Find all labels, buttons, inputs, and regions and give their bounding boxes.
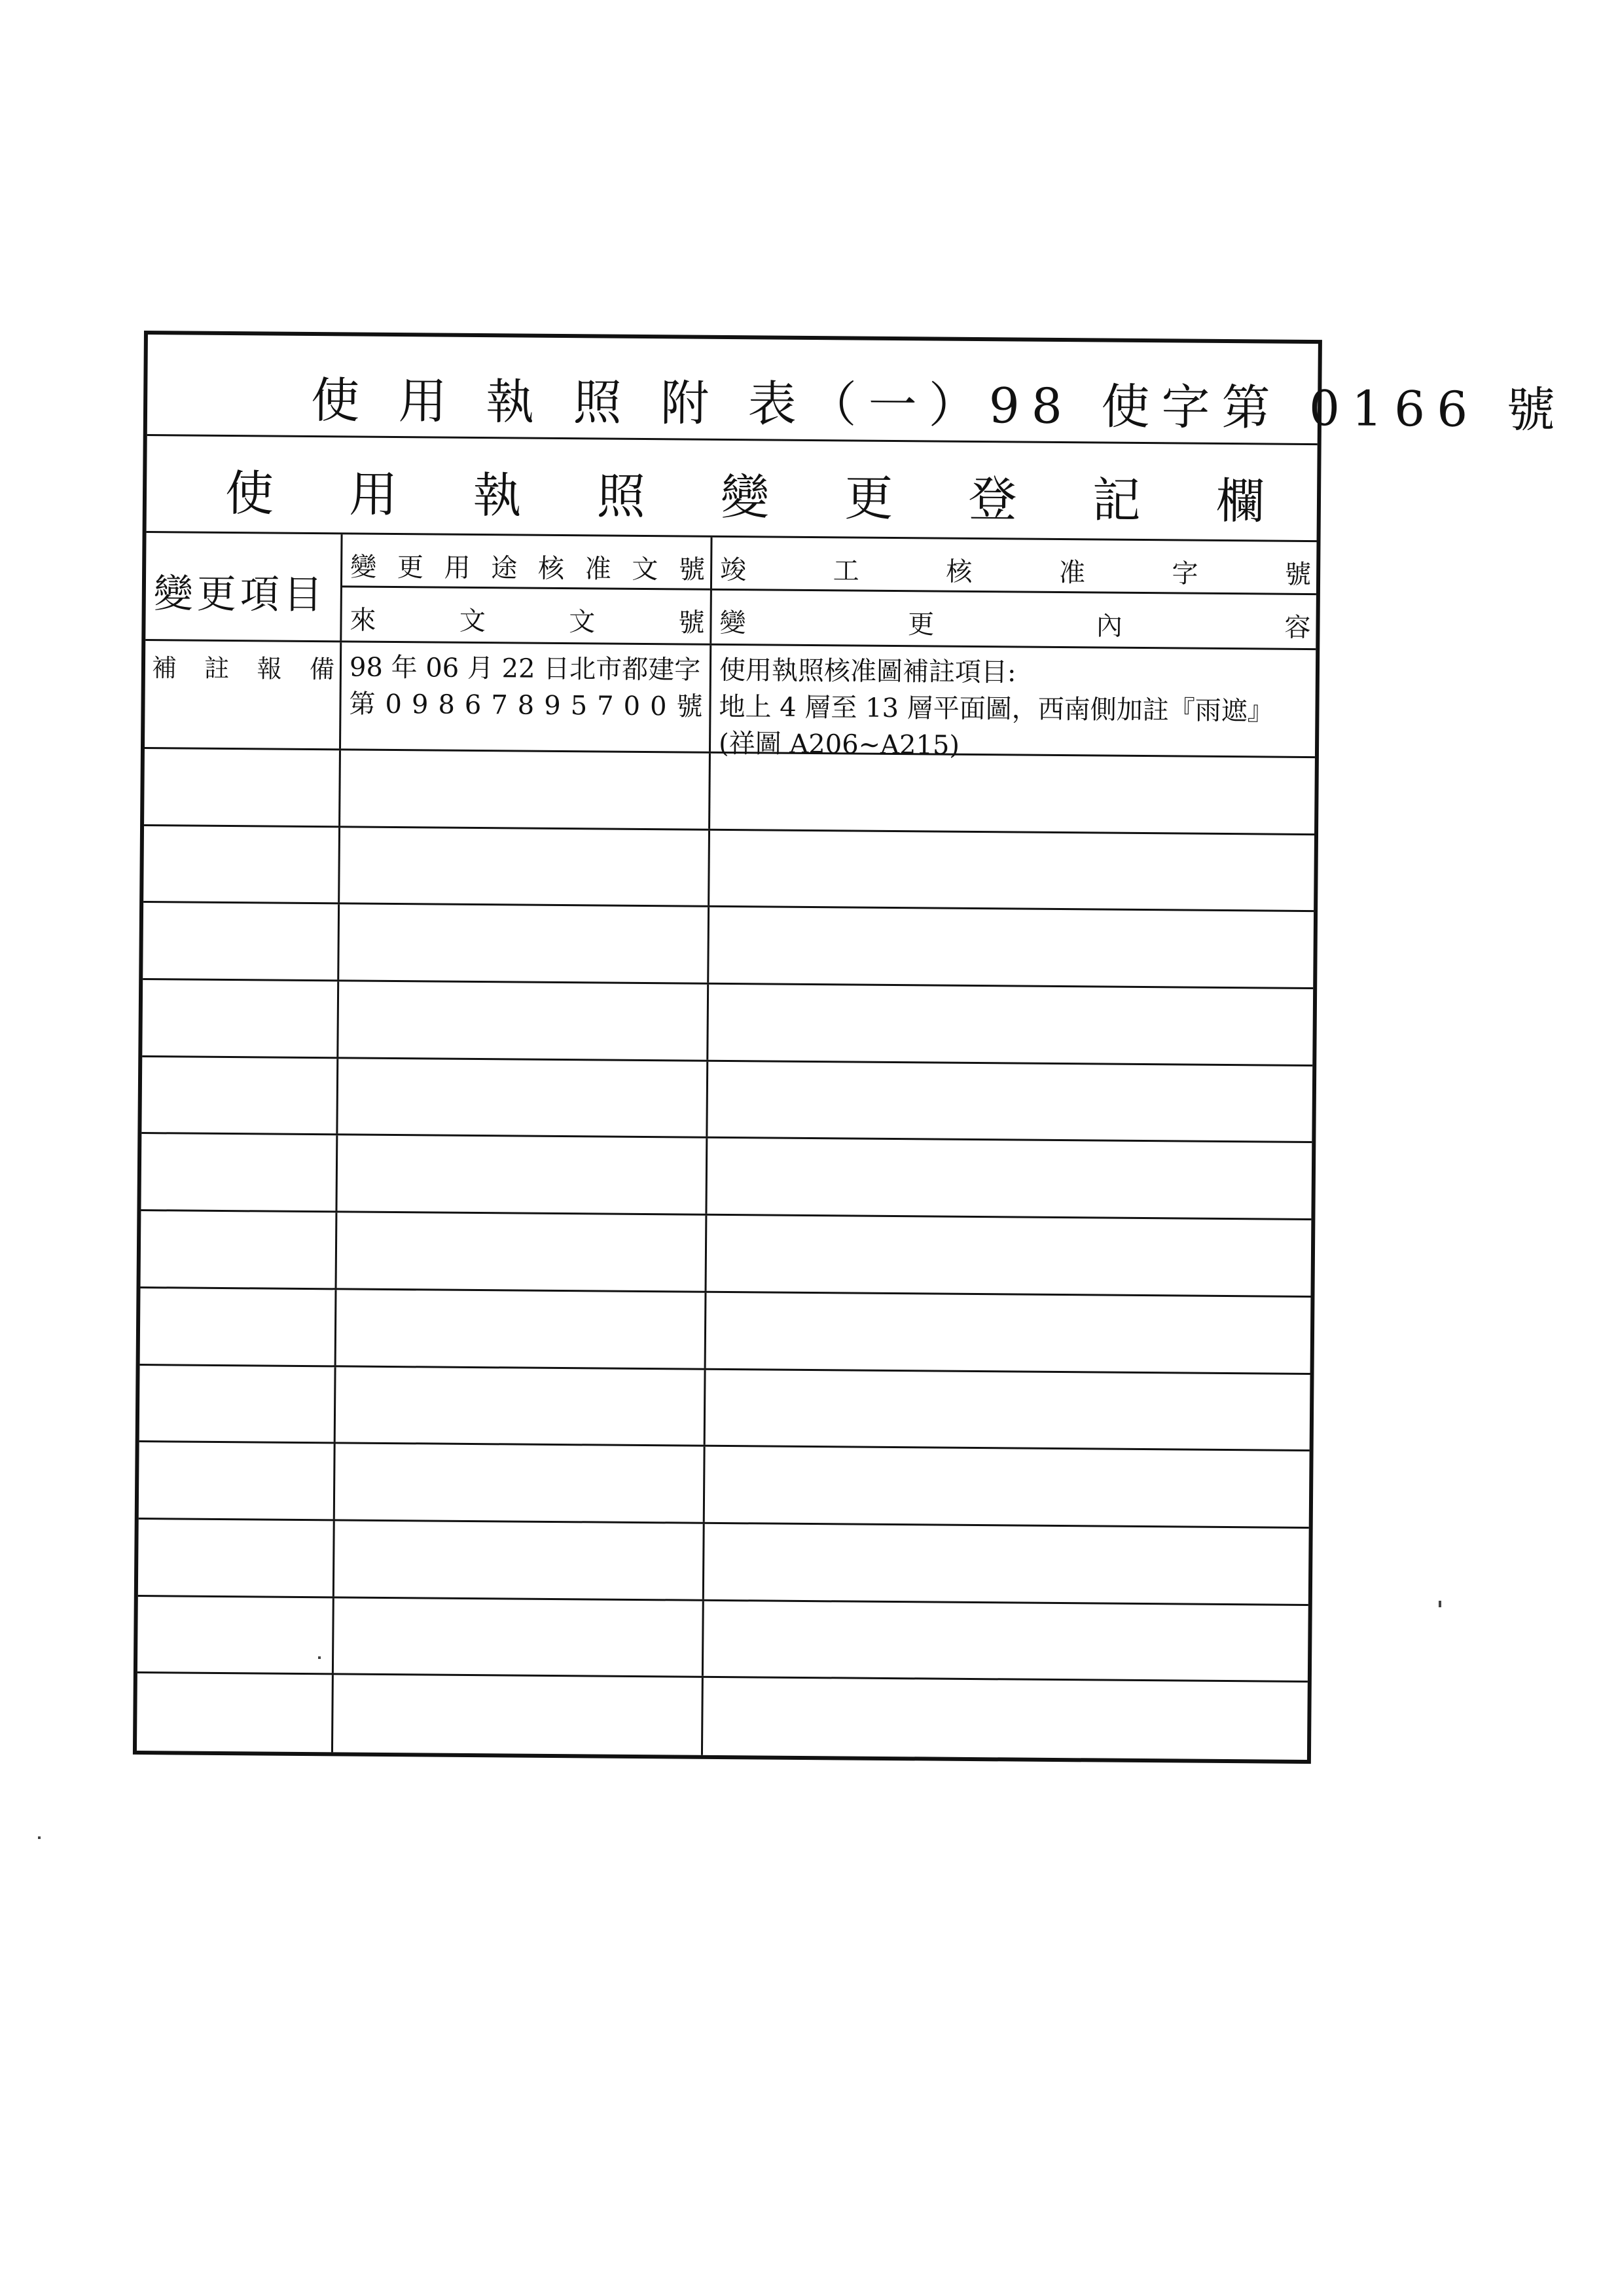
label-char: 字 xyxy=(1172,558,1198,589)
table-row xyxy=(141,1057,1312,1144)
label-char: 准 xyxy=(1058,557,1086,589)
doc-char: 9 xyxy=(544,690,561,721)
entry-content-text xyxy=(719,652,1274,767)
table-cell xyxy=(708,985,1313,1065)
table-row xyxy=(144,749,1315,835)
label-char: 容 xyxy=(1284,612,1311,644)
scan-speck xyxy=(318,1656,321,1659)
doc-char: 9 xyxy=(411,689,429,720)
label-char: 更 xyxy=(397,553,424,583)
table-cell xyxy=(141,1134,338,1211)
table-cell xyxy=(710,754,1315,833)
doc-char: 8 xyxy=(438,689,456,720)
table-cell xyxy=(336,1290,707,1368)
entry-content-line1: 使用執照核准圖補註項目: xyxy=(719,655,1016,688)
table-row xyxy=(143,826,1314,913)
section-title-char: 變 xyxy=(720,469,770,526)
table-row xyxy=(141,1211,1312,1298)
table-cell xyxy=(137,1673,334,1752)
header-item-label: 變更項目 xyxy=(153,571,327,619)
table-row xyxy=(139,1442,1310,1529)
header-item-cell xyxy=(145,533,342,640)
table-cell xyxy=(143,826,340,903)
table-cell xyxy=(139,1442,336,1519)
entry-doc-text xyxy=(349,649,703,725)
table-cell xyxy=(335,1444,706,1522)
table-cell xyxy=(704,1601,1308,1681)
table-cell xyxy=(144,749,341,826)
table-cell xyxy=(337,1213,708,1291)
header-completion-label xyxy=(720,549,1311,591)
table-row xyxy=(141,1134,1312,1220)
table-cell xyxy=(139,1366,336,1442)
table-cell xyxy=(708,1062,1312,1142)
entry-content-cell xyxy=(711,646,1316,761)
entry-doc-line2 xyxy=(349,685,702,725)
table-cell xyxy=(710,831,1314,911)
doc-char: 7 xyxy=(491,690,508,721)
label-char: 准 xyxy=(584,554,611,585)
doc-char: 第 xyxy=(349,689,376,720)
header-content-cell xyxy=(711,538,1316,648)
label-char: 報 xyxy=(257,654,282,683)
form-title: 使 用 執 照 附 表（一）98 使字第 0166 號 xyxy=(310,373,1568,439)
doc-char: 6 xyxy=(464,689,482,721)
table-cell xyxy=(141,1057,338,1134)
table-cell xyxy=(336,1367,706,1445)
entry-doc-cell xyxy=(341,642,711,751)
section-title-char: 執 xyxy=(473,467,522,524)
table-header xyxy=(145,533,1316,650)
table-cell xyxy=(704,1524,1309,1604)
doc-char: 號 xyxy=(676,691,703,722)
section-title xyxy=(147,454,1318,533)
table-cell xyxy=(707,1139,1312,1218)
table-cell xyxy=(140,1288,337,1365)
label-char: 文 xyxy=(632,554,658,585)
doc-char: 0 xyxy=(649,691,667,722)
label-char: 來 xyxy=(350,605,376,636)
section-title-char: 登 xyxy=(968,471,1017,528)
table-cell xyxy=(333,1675,704,1755)
label-char: 文 xyxy=(459,606,486,637)
section-title-char: 照 xyxy=(596,468,646,526)
table-cell xyxy=(143,903,340,979)
label-char: 竣 xyxy=(719,555,747,586)
label-char: 備 xyxy=(309,655,335,684)
doc-char: 0 xyxy=(385,689,403,720)
table-cell xyxy=(339,905,710,983)
section-title-char: 用 xyxy=(348,466,398,524)
subtitle-row xyxy=(147,436,1318,542)
header-incoming-doc-label xyxy=(350,599,704,639)
label-char: 更 xyxy=(907,610,935,640)
doc-char: 0 xyxy=(623,691,641,721)
header-change-content-label xyxy=(719,602,1310,644)
scan-speck xyxy=(38,1836,41,1839)
table-cell xyxy=(340,828,710,905)
table-row xyxy=(139,1366,1310,1452)
entry-item-cell xyxy=(145,641,342,748)
label-char: 文 xyxy=(568,607,596,638)
table-cell xyxy=(142,980,339,1057)
section-title-char: 使 xyxy=(225,465,274,522)
table-cell xyxy=(705,1447,1310,1527)
entry-item-label xyxy=(152,647,334,685)
table-cell xyxy=(703,1678,1308,1760)
label-char: 變 xyxy=(350,552,377,583)
table-cell xyxy=(337,1136,708,1214)
table-row xyxy=(145,641,1316,761)
label-char: 號 xyxy=(1284,559,1312,591)
table-cell xyxy=(707,1216,1312,1296)
table-cell xyxy=(706,1370,1310,1449)
table-row xyxy=(142,980,1313,1066)
table-cell xyxy=(709,907,1314,987)
label-char: 核 xyxy=(537,553,565,585)
label-char: 補 xyxy=(151,653,177,683)
table-row xyxy=(137,1597,1308,1683)
table-cell xyxy=(338,1059,708,1137)
table-cell xyxy=(340,750,711,828)
header-approval-doc-label xyxy=(350,546,705,586)
doc-char: 8 xyxy=(517,690,535,721)
table-row xyxy=(140,1288,1311,1375)
label-char: 核 xyxy=(946,556,973,587)
label-char: 變 xyxy=(719,608,746,639)
table-cell xyxy=(137,1597,334,1673)
table-cell xyxy=(334,1521,705,1599)
table-cell xyxy=(138,1520,335,1596)
section-title-char: 記 xyxy=(1092,472,1142,529)
table-cell xyxy=(706,1293,1311,1373)
table-row xyxy=(143,903,1314,989)
label-char: 號 xyxy=(678,608,705,638)
label-char: 號 xyxy=(678,555,706,585)
title-row xyxy=(147,335,1568,445)
doc-char: 7 xyxy=(596,691,614,721)
table-cell xyxy=(334,1598,704,1676)
header-doc-cell xyxy=(342,534,712,643)
section-title-char: 更 xyxy=(844,470,893,527)
section-title-char: 欄 xyxy=(1215,473,1265,530)
entry-doc-line1: 98 年 06 月 22 日北市都建字 xyxy=(349,652,701,685)
scan-speck xyxy=(1439,1601,1441,1607)
label-char: 註 xyxy=(204,653,230,683)
table-row xyxy=(137,1673,1308,1760)
label-char: 途 xyxy=(491,553,518,584)
doc-char: 5 xyxy=(570,691,588,721)
usage-permit-appendix-form xyxy=(133,331,1568,1764)
table-cell xyxy=(141,1211,338,1288)
table-row xyxy=(138,1520,1309,1606)
entry-content-line2: 地上 4 層至 13 層平面圖，西南側加註『雨遮』 xyxy=(719,691,1274,727)
label-char: 用 xyxy=(444,553,471,583)
label-char: 工 xyxy=(833,556,859,587)
label-char: 內 xyxy=(1096,611,1123,642)
table-cell xyxy=(338,981,709,1059)
entry-content-line3: (祥圖 A206~A215) xyxy=(718,728,960,761)
